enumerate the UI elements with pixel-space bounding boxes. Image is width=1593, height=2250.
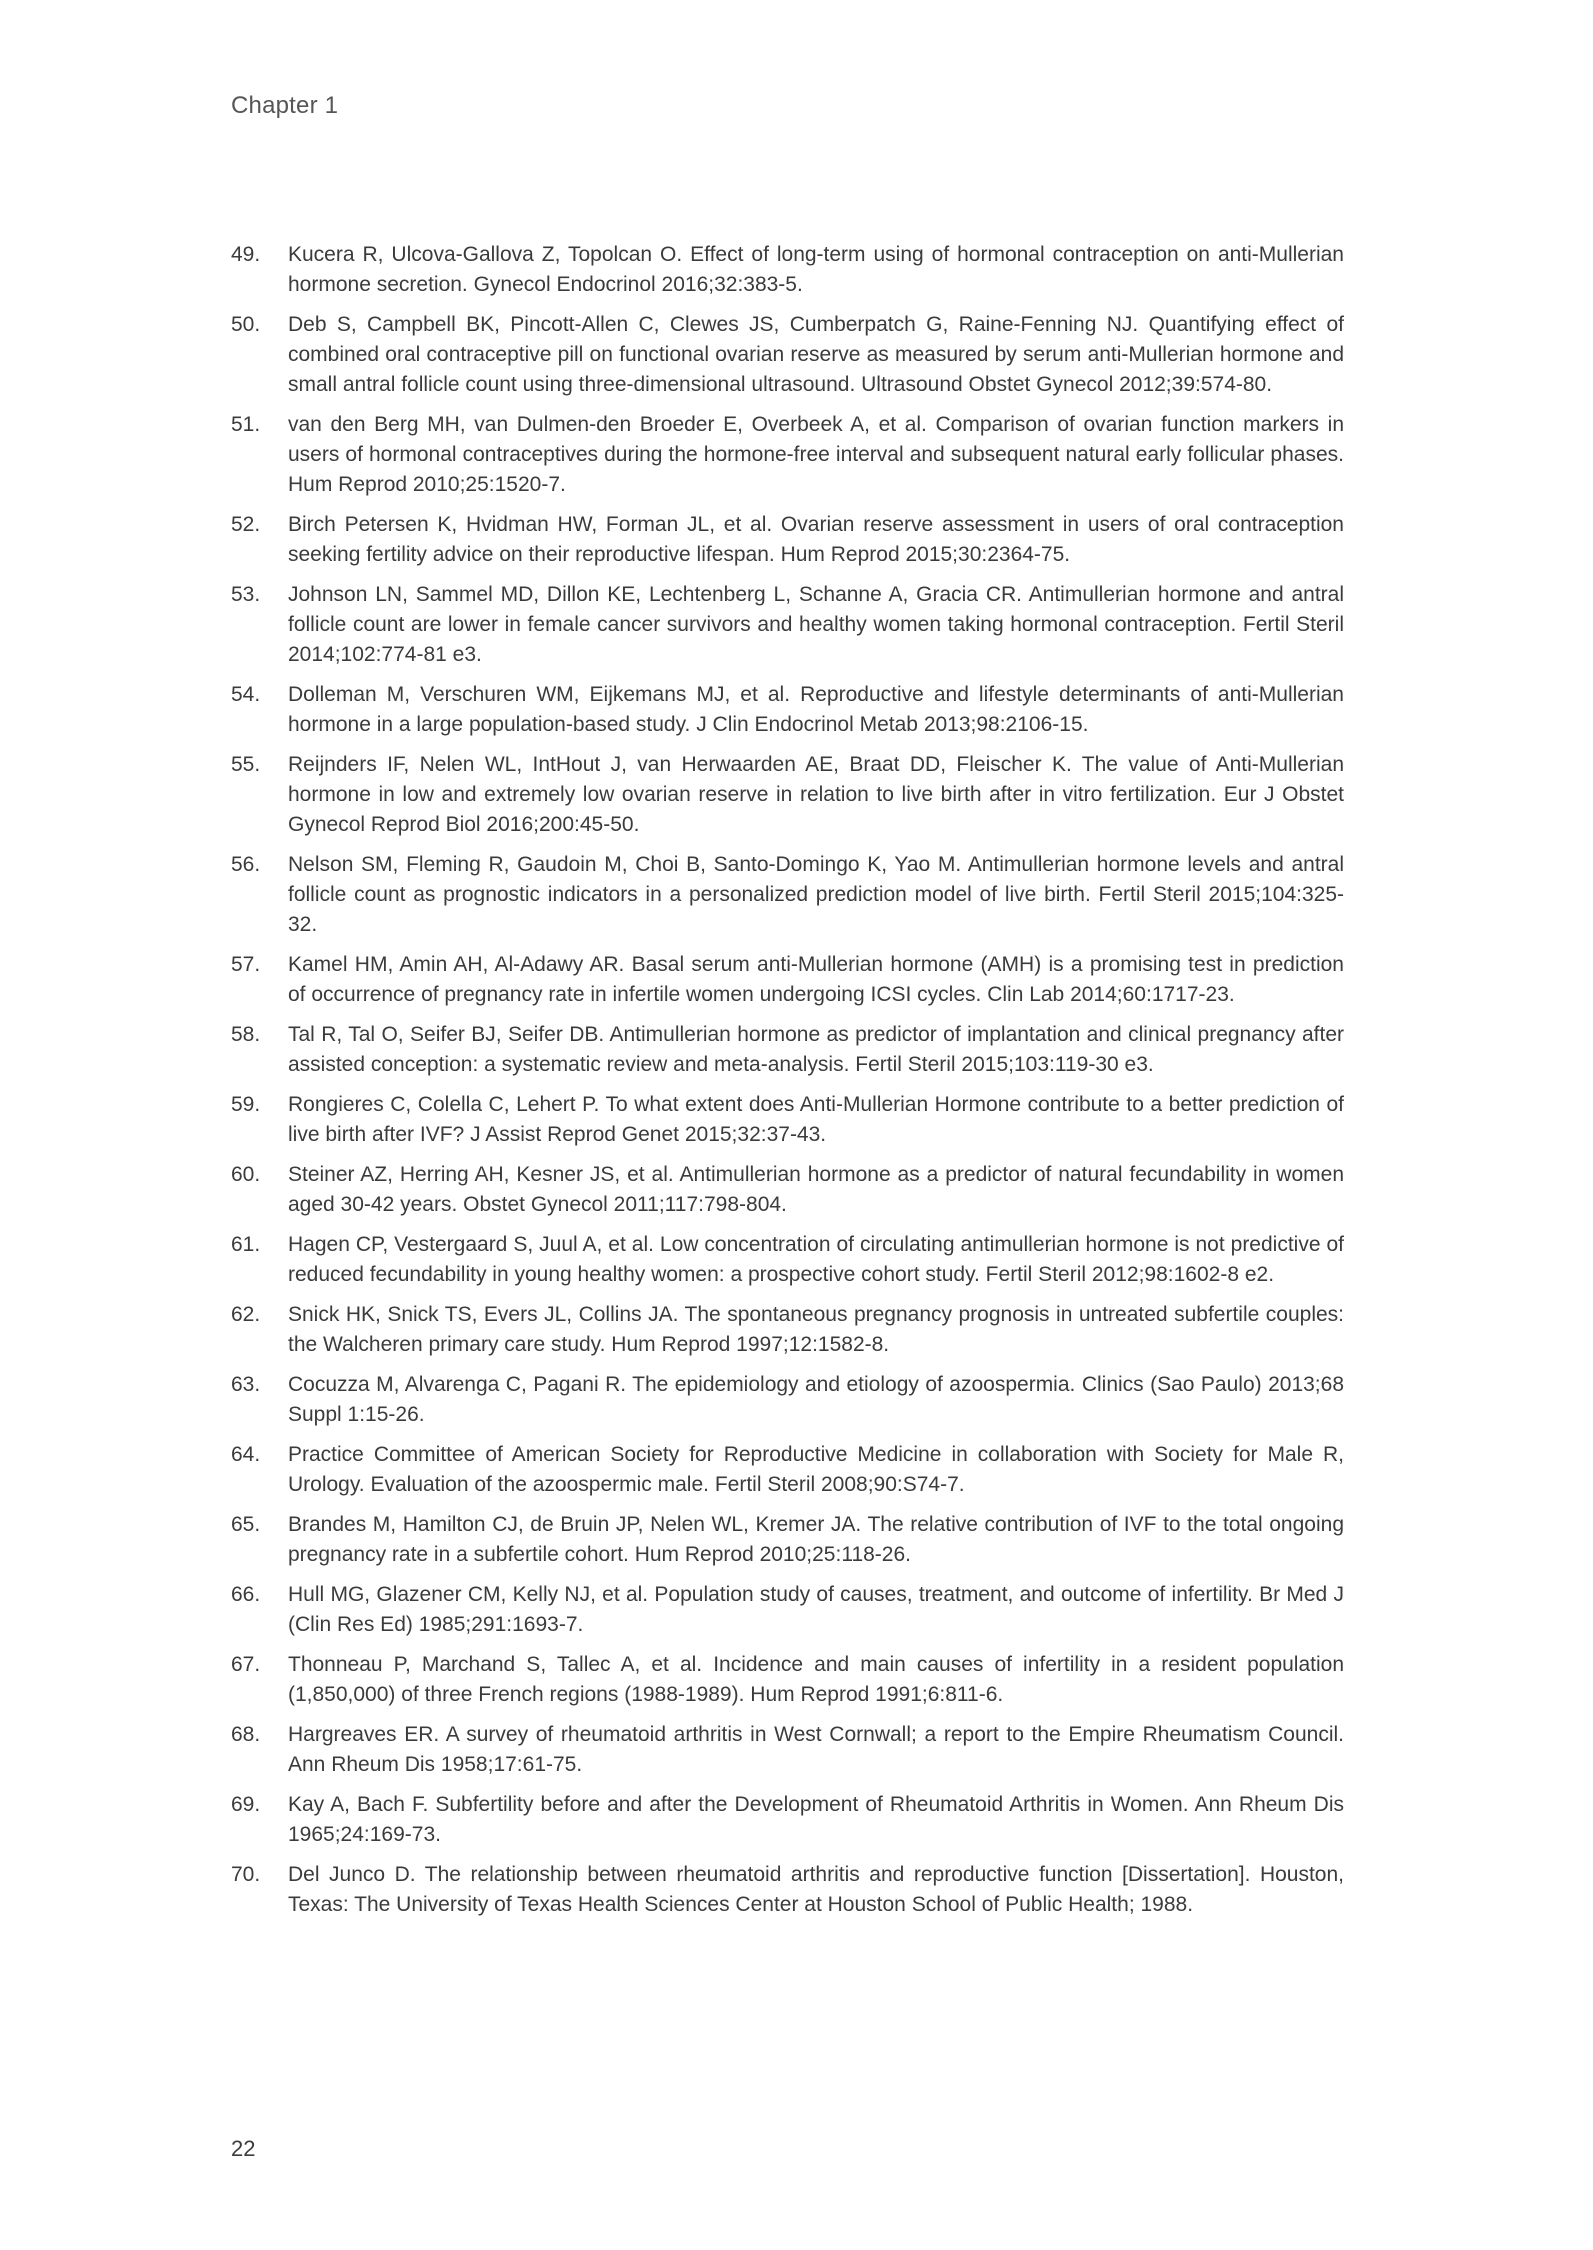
reference-number: 65.	[231, 1513, 261, 1536]
reference-number: 63.	[231, 1373, 261, 1396]
reference-number: 52.	[231, 513, 261, 536]
reference-number: 57.	[231, 953, 261, 976]
reference-text: Cocuzza M, Alvarenga C, Pagani R. The epidemiology and etiology of azoospermia. Clinics (Sao Paulo) 2013;68 Suppl 1:15-26.	[288, 1373, 1344, 1426]
reference-text: Kay A, Bach F. Subfertility before and after the Development of Rheumatoid Arthritis in Women. Ann Rheum Dis 1965;24:169-73.	[288, 1793, 1344, 1846]
reference-item	[231, 1160, 1344, 1220]
reference-text: Kamel HM, Amin AH, Al-Adawy AR. Basal serum anti-Mullerian hormone (AMH) is a promising test in prediction of occurrence of pregnancy rate in infertile women undergoing ICSI cycles. Clin Lab 2014;60:1717-23.	[288, 953, 1344, 1006]
reference-text: Nelson SM, Fleming R, Gaudoin M, Choi B, Santo-Domingo K, Yao M. Antimullerian hormone levels and antral follicle count as prognostic indicators in a personalized prediction model of live birth. Fertil Steril 2015;104:325-32.	[288, 853, 1344, 936]
reference-text: Hargreaves ER. A survey of rheumatoid arthritis in West Cornwall; a report to the Empire Rheumatism Council. Ann Rheum Dis 1958;17:61-75.	[288, 1723, 1344, 1776]
reference-item	[231, 1090, 1344, 1150]
reference-text: Snick HK, Snick TS, Evers JL, Collins JA. The spontaneous pregnancy prognosis in untreated subfertile couples: the Walcheren primary care study. Hum Reprod 1997;12:1582-8.	[288, 1303, 1344, 1356]
reference-item	[231, 1580, 1344, 1640]
reference-number: 61.	[231, 1233, 261, 1256]
reference-text: Practice Committee of American Society for Reproductive Medicine in collaboration with Society for Male R, Urology. Evaluation of the azoospermic male. Fertil Steril 2008;90:S74-7.	[288, 1443, 1344, 1496]
reference-number: 54.	[231, 683, 261, 706]
reference-item	[231, 1370, 1344, 1430]
reference-number: 58.	[231, 1023, 261, 1046]
page-number: 22	[231, 2136, 256, 2161]
reference-number: 50.	[231, 313, 261, 336]
reference-text: Dolleman M, Verschuren WM, Eijkemans MJ, et al. Reproductive and lifestyle determinants of anti-Mullerian hormone in a large population-based study. J Clin Endocrinol Metab 2013;98:2106-15.	[288, 683, 1344, 736]
reference-item	[231, 580, 1344, 670]
chapter-header: Chapter 1	[231, 92, 339, 119]
reference-text: Birch Petersen K, Hvidman HW, Forman JL, et al. Ovarian reserve assessment in users of oral contraception seeking fertility advice on their reproductive lifespan. Hum Reprod 2015;30:2364-75.	[288, 513, 1344, 566]
reference-text: Hull MG, Glazener CM, Kelly NJ, et al. Population study of causes, treatment, and outcome of infertility. Br Med J (Clin Res Ed) 1985;291:1693-7.	[288, 1583, 1344, 1636]
reference-text: van den Berg MH, van Dulmen-den Broeder E, Overbeek A, et al. Comparison of ovarian function markers in users of hormonal contraceptives during the hormone-free interval and subsequent natural early follicular phases. Hum Reprod 2010;25:1520-7.	[288, 413, 1344, 496]
reference-item	[231, 1860, 1344, 1920]
reference-text: Kucera R, Ulcova-Gallova Z, Topolcan O. Effect of long-term using of hormonal contraception on anti-Mullerian hormone secretion. Gynecol Endocrinol 2016;32:383-5.	[288, 243, 1344, 296]
reference-item	[231, 510, 1344, 570]
reference-item	[231, 1020, 1344, 1080]
references-list	[231, 240, 1344, 1930]
reference-number: 66.	[231, 1583, 261, 1606]
reference-number: 62.	[231, 1303, 261, 1326]
reference-text: Del Junco D. The relationship between rheumatoid arthritis and reproductive function [Dissertation]. Houston, Texas: The University of Texas Health Sciences Center at Houston School of Public Health; 1988.	[288, 1863, 1344, 1916]
reference-item	[231, 410, 1344, 500]
reference-text: Tal R, Tal O, Seifer BJ, Seifer DB. Antimullerian hormone as predictor of implantation and clinical pregnancy after assisted conception: a systematic review and meta-analysis. Fertil Steril 2015;103:119-30 e3.	[288, 1023, 1344, 1076]
reference-item	[231, 1790, 1344, 1850]
reference-item	[231, 750, 1344, 840]
reference-number: 70.	[231, 1863, 261, 1886]
reference-text: Rongieres C, Colella C, Lehert P. To what extent does Anti-Mullerian Hormone contribute to a better prediction of live birth after IVF? J Assist Reprod Genet 2015;32:37-43.	[288, 1093, 1344, 1146]
reference-text: Brandes M, Hamilton CJ, de Bruin JP, Nelen WL, Kremer JA. The relative contribution of IVF to the total ongoing pregnancy rate in a subfertile cohort. Hum Reprod 2010;25:118-26.	[288, 1513, 1344, 1566]
reference-item	[231, 850, 1344, 940]
reference-text: Hagen CP, Vestergaard S, Juul A, et al. Low concentration of circulating antimullerian hormone is not predictive of reduced fecundability in young healthy women: a prospective cohort study. Fertil Steril 2012;98:1602-8 e2.	[288, 1233, 1344, 1286]
reference-text: Deb S, Campbell BK, Pincott-Allen C, Clewes JS, Cumberpatch G, Raine-Fenning NJ. Quantifying effect of combined oral contraceptive pill on functional ovarian reserve as measured by serum anti-Mullerian hormone and small antral follicle count using three-dimensional ultrasound. Ultrasound Obstet Gynecol 2012;39:574-80.	[288, 313, 1344, 396]
reference-text: Johnson LN, Sammel MD, Dillon KE, Lechtenberg L, Schanne A, Gracia CR. Antimullerian hormone and antral follicle count are lower in female cancer survivors and healthy women taking hormonal contraception. Fertil Steril 2014;102:774-81 e3.	[288, 583, 1344, 666]
reference-text: Steiner AZ, Herring AH, Kesner JS, et al. Antimullerian hormone as a predictor of natural fecundability in women aged 30-42 years. Obstet Gynecol 2011;117:798-804.	[288, 1163, 1344, 1216]
reference-number: 49.	[231, 243, 261, 266]
reference-item	[231, 1510, 1344, 1570]
reference-item	[231, 680, 1344, 740]
reference-item	[231, 1440, 1344, 1500]
reference-text: Reijnders IF, Nelen WL, IntHout J, van Herwaarden AE, Braat DD, Fleischer K. The value of Anti-Mullerian hormone in low and extremely low ovarian reserve in relation to live birth after in vitro fertilization. Eur J Obstet Gynecol Reprod Biol 2016;200:45-50.	[288, 753, 1344, 836]
reference-item	[231, 950, 1344, 1010]
reference-number: 64.	[231, 1443, 261, 1466]
reference-item	[231, 1650, 1344, 1710]
reference-item	[231, 1230, 1344, 1290]
reference-item	[231, 1720, 1344, 1780]
reference-item	[231, 1300, 1344, 1360]
reference-number: 69.	[231, 1793, 261, 1816]
reference-number: 68.	[231, 1723, 261, 1746]
reference-number: 56.	[231, 853, 261, 876]
reference-number: 51.	[231, 413, 261, 436]
reference-number: 67.	[231, 1653, 261, 1676]
reference-number: 55.	[231, 753, 261, 776]
reference-number: 59.	[231, 1093, 261, 1116]
reference-text: Thonneau P, Marchand S, Tallec A, et al. Incidence and main causes of infertility in a resident population (1,850,000) of three French regions (1988-1989). Hum Reprod 1991;6:811-6.	[288, 1653, 1344, 1706]
reference-item	[231, 240, 1344, 300]
reference-item	[231, 310, 1344, 400]
reference-number: 60.	[231, 1163, 261, 1186]
reference-number: 53.	[231, 583, 261, 606]
